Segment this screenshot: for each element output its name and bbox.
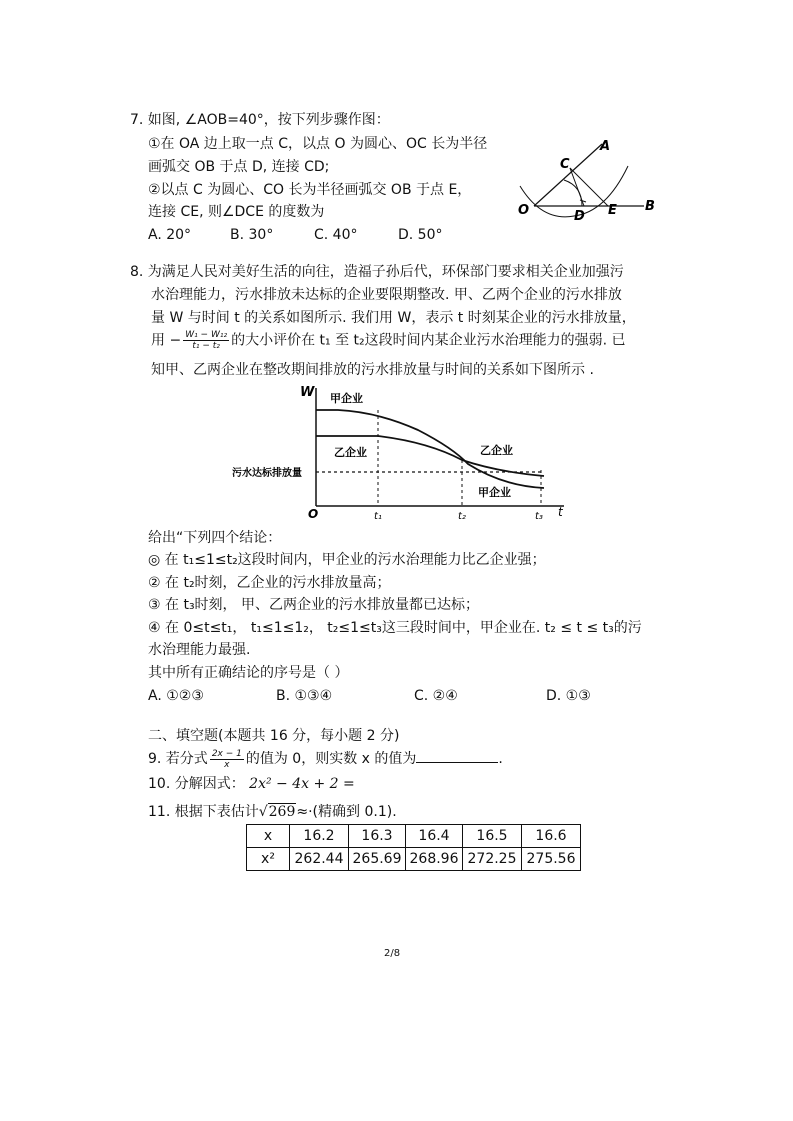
q8-conclusion-1: ◎ 在 t₁≤1≤t₂这段时间内，甲企业的污水治理能力比乙企业强； <box>148 552 546 568</box>
q7-step2a: ②以点 C 为圆心、CO 长为半径画弧交 OB 于点 E， <box>148 182 472 198</box>
chart-x-label: t <box>558 505 563 519</box>
q8-option-d: D. ①③ <box>546 688 591 704</box>
q8-conclusion-3: ③ 在 t₃时刻， 甲、乙两企业的污水排放量都已达标； <box>148 597 480 613</box>
label-a: A <box>600 139 611 154</box>
q8-option-c: C. ②④ <box>414 688 458 704</box>
q7-step1a: ①在 OA 边上取一点 C，以点 O 为圆心、OC 长为半径 <box>148 136 488 152</box>
q9-prefix: 9. 若分式 <box>148 751 208 767</box>
chart-yi-right-label: 乙企业 <box>480 444 513 457</box>
section2-title: 二、填空题(本题共 16 分，每小题 2 分) <box>148 728 400 744</box>
q8-line3: 量 W 与时间 t 的关系如图所示. 我们用 W，表示 t 时刻某企业的污水排放量， <box>151 310 636 326</box>
q9-frac-den: x <box>224 759 230 770</box>
table-cell: 262.44 <box>290 848 349 871</box>
label-b: B <box>645 199 655 214</box>
q7-stem: 7. 如图, ∠AOB=40°，按下列步骤作图： <box>130 112 390 128</box>
q11 <box>148 802 397 822</box>
q7-option-c: C. 40° <box>314 227 358 243</box>
q10-expression: 2x² − 4x + 2 = <box>249 776 355 792</box>
label-e: E <box>608 203 617 218</box>
chart-y-label: W <box>300 385 315 400</box>
q11-radicand: 269 <box>268 804 296 820</box>
q8-option-b: B. ①③④ <box>276 688 333 704</box>
q9-frac-num: 2x − 1 <box>211 748 242 759</box>
chart-tick-t3: t₃ <box>535 511 543 522</box>
q7-option-b: B. 30° <box>230 227 274 243</box>
chart-tick-t1: t₁ <box>374 511 382 522</box>
q7-step2b: 连接 CE, 则∠DCE 的度数为 <box>148 204 325 220</box>
table-cell: 268.96 <box>406 848 463 871</box>
table-row <box>247 848 581 871</box>
q8-conclusion-4b: 水治理能力最强. <box>148 642 251 658</box>
q11-suffix: ≈·(精确到 0.1). <box>296 804 397 820</box>
table-cell: 16.6 <box>522 825 581 848</box>
table-cell: 16.2 <box>290 825 349 848</box>
chart-jia-right-label: 甲企业 <box>478 486 511 499</box>
q8-line4-prefix: 用 − <box>151 332 182 349</box>
table-row <box>247 825 581 848</box>
q11-table <box>246 824 581 871</box>
label-c: C <box>560 157 570 172</box>
q8-line2: 水治理能力，污水排放未达标的企业要限期整改. 甲、乙两个企业的污水排放 <box>151 287 622 303</box>
q8-line1: 8. 为满足人民对美好生活的向往，造福子孙后代，环保部门要求相关企业加强污 <box>130 264 624 280</box>
q8-frac-den: t₁ − t₂ <box>192 341 220 351</box>
q9-end: . <box>498 751 503 767</box>
q7-step1b: 画弧交 OB 于点 D, 连接 CD; <box>148 159 330 175</box>
table-cell: 16.3 <box>349 825 406 848</box>
table-cell: x² <box>247 848 290 871</box>
q9-fraction <box>210 749 244 770</box>
chart-standard-label: 污水达标排放量 <box>232 468 302 479</box>
q8-conclusion-4a: ④ 在 0≤t≤t₁， t₁≤1≤1₂， t₂≤1≤t₃这三段时间中，甲企业在. t₂ ≤ t ≤ t₃的污 <box>148 620 642 636</box>
q8-conclusion-2: ② 在 t₂时刻，乙企业的污水排放量高； <box>148 575 391 591</box>
label-o: O <box>518 203 530 218</box>
chart-tick-t2: t₂ <box>458 511 466 522</box>
chart-jia-label: 甲企业 <box>330 392 363 405</box>
q9-answer-blank[interactable] <box>416 748 498 763</box>
table-cell: 16.4 <box>406 825 463 848</box>
table-cell: 265.69 <box>349 848 406 871</box>
table-cell: 272.25 <box>463 848 522 871</box>
chart-yi-label: 乙企业 <box>334 446 367 459</box>
q8-line5: 知甲、乙两企业在整改期间排放的污水排放量与时间的关系如下图所示 . <box>151 362 594 378</box>
q7-option-a: A. 20° <box>148 227 192 243</box>
table-cell: 275.56 <box>522 848 581 871</box>
q10-prefix: 10. 分解因式： <box>148 776 245 792</box>
q11-sqrt: √269 <box>258 804 296 820</box>
table-cell: x <box>247 825 290 848</box>
q11-prefix: 11. 根据下表估计 <box>148 804 259 820</box>
q7-option-d: D. 50° <box>398 227 443 243</box>
table-cell: 16.5 <box>463 825 522 848</box>
q9 <box>148 748 503 770</box>
q8-chart <box>228 382 574 524</box>
chart-origin: O <box>308 507 319 521</box>
q7-geometry-figure <box>512 136 662 228</box>
q8-frac-num: W₁ − W₁₂ <box>185 330 228 340</box>
q8-option-a: A. ①②③ <box>148 688 204 704</box>
q8-line4 <box>151 330 626 351</box>
q8-given: 给出“下列四个结论： <box>148 530 282 546</box>
q9-suffix: 的值为 0，则实数 x 的值为 <box>245 751 417 767</box>
label-d: D <box>574 209 585 224</box>
q8-line4-suffix: 的大小评价在 t₁ 至 t₂这段时间内某企业污水治理能力的强弱. 已 <box>231 332 626 349</box>
q10 <box>148 774 355 794</box>
q8-fraction <box>183 330 229 351</box>
q8-ask: 其中所有正确结论的序号是（ ） <box>148 665 349 681</box>
page-number: 2/8 <box>384 948 401 959</box>
